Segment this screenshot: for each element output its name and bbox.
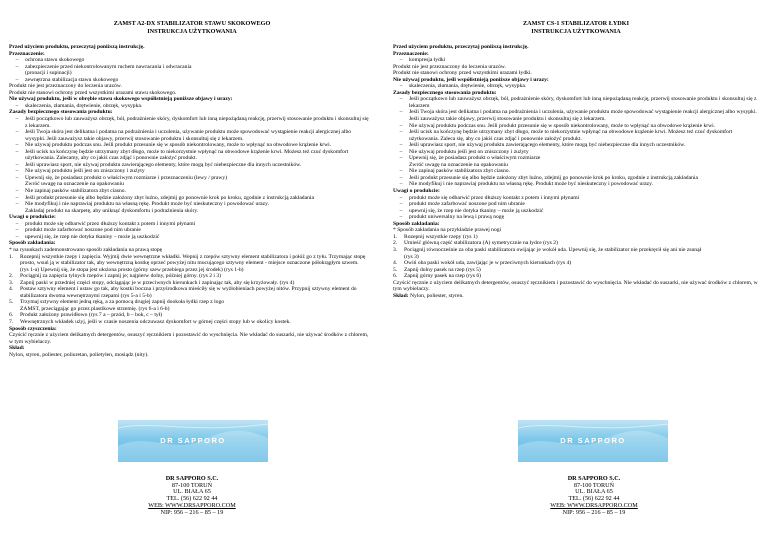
list-item: – Jeśli początkowo lub zauważysz obrzęk, ból, podrażnienie skóry, dyskomfort lub inną niepożądaną reakcję, przerwij stosowanie produktu i skonsultuj się z lekarzem. bbox=[15, 116, 369, 129]
note: Produkt nie jest przeznaczony do leczenia urazów. bbox=[9, 83, 122, 90]
note: Produkt nie stanowi ochrony przed wszystkimi urazami stawu skokowego. bbox=[9, 89, 177, 96]
safety-heading: Zasady bezpiecznego stosowania produktu: bbox=[9, 109, 113, 116]
list-item-continuation: Zwróć uwagę na oznaczenie na opakowaniu bbox=[409, 161, 508, 168]
note: Produkt nie stanowi ochrony przed wszystkimi urazami łydki. bbox=[393, 70, 532, 77]
list-item: – Jeśli Twoja skóra jest delikatna i podatna na podrażnienia i uczulenia, używanie produktu może spowodować wystąpienie reakcji alergicznej albo wysypki. Jeśli zauważysz takie objawy, przerwij stosowanie produktu i skonsultuj się z lekarzem. bbox=[15, 129, 352, 142]
cleaning-text: Czyścić ręcznie z użyciem delikatnych detergentów, osuszyć ręcznikiem i pozostawić do wyschnięcia. Nie wkładać do suszarki, nie używać środków z chlorem, w tym wybielaczy. bbox=[393, 279, 758, 293]
step: 3. Zapnij paski w przedniej części stopy, odciągając je w przeciwnych kierunkach i zapinając tak, aby się krzyżowały. (rys 4) bbox=[9, 279, 295, 286]
logo-text: DR SAPPORO bbox=[560, 436, 626, 445]
company-street: UL. BIAŁA 65 bbox=[173, 488, 211, 496]
warning-heading: Nie używaj produktu, jeśli współistnieją poniższe objawy i urazy: bbox=[393, 76, 549, 83]
list-item: – skaleczenia, złamania, drętwienie, obrzęk, wysypka. bbox=[399, 83, 527, 90]
list-item: – produkt może się odbarwić przez dłuższy kontakt z potem i innymi płynami bbox=[399, 194, 580, 201]
list-item: – Upewnij się, że posiadasz produkt o właściwym rozmiarze i przeznaczeniu (lewy / prawy) bbox=[15, 174, 228, 181]
cleaning-text: Czyścić ręcznie z użyciem delikatnych detergentów, osuszyć ręcznikiem i pozostawić do wyschnięcia. Nie wkładać do suszarki, nie używać środków z chlorem, w tym wybielaczy. bbox=[9, 332, 369, 345]
step-continuation: ZAMST, przeciągając go przez plastikowe strzemię. (rys 6-a i 6-b) bbox=[20, 305, 170, 312]
dr-sapporo-logo bbox=[518, 420, 668, 462]
composition-text: Nylon, poliester, styren. bbox=[409, 292, 464, 299]
step: 1. Rozepnij wszystkie rzepy i zapięcia. Wyjmij dwie wewnętrzne wkładki. Wepnij z rzepów sztywny element stabilizatora i połóż go z tyłu. Trzymając stopę prosto, wsuń ją w stabilizator tak, aby wewnętrzną kostkę oprzeć powyżej nitu mocującego sztywny element - miejsce oznaczone półokrągłym szwem. bbox=[9, 253, 366, 267]
note: Produkt nie jest przeznaczony do leczenia urazów. bbox=[393, 63, 506, 70]
step: 4. Owiń oba paski wokół uda, zawijając je w przeciwnych kierunkach (rys 4) bbox=[393, 260, 572, 267]
company-tel: TEL. (56) 622 92 44 bbox=[568, 495, 620, 503]
cleaning-heading: Sposób czyszczenia: bbox=[9, 325, 57, 332]
company-footer bbox=[102, 476, 282, 516]
right-title-block bbox=[384, 20, 768, 36]
left-title-block bbox=[0, 20, 384, 36]
list-item: – skaleczenia, złamania, drętwienie, obrzęk, wysypka. bbox=[15, 102, 143, 109]
left-title: ZAMST A2-DX STABILIZATOR STAWU SKOKOWEGO bbox=[113, 20, 271, 27]
warning-heading: Nie używaj produktu, jeśli w obrębie stawu skokowego współistnieją poniższe objawy i urazy: bbox=[9, 96, 233, 103]
list-item: – kompresja łydki bbox=[399, 57, 446, 64]
list-item: – Nie modyfikuj i nie naprawiaj produktu na własną rękę. Produkt może być nieskuteczny i powodować urazy. bbox=[399, 181, 653, 188]
list-item: – upewnij się, że rzep nie dotyka tkaniny – może ją uszkodzić bbox=[399, 207, 544, 214]
list-item-continuation: (pronacji i supinacji) bbox=[25, 70, 72, 77]
list-item: – Jeśli początkowo lub zauważysz obrzęk, ból, podrażnienie skóry, dyskomfort lub inną niepożądaną reakcję, przerwij stosowanie produktu i skonsultuj się z lekarzem bbox=[399, 96, 757, 109]
company-street: UL. BIAŁA 65 bbox=[575, 488, 613, 496]
list-item: – Jeśli uprawiasz sport, nie używaj produktu zawierającego elementy, które mogą być niebezpieczne dla innych uczestników. bbox=[15, 161, 302, 168]
composition-line bbox=[393, 293, 758, 300]
right-body bbox=[393, 44, 758, 299]
list-item: – Upewnij się, że posiadasz produkt o właściwym rozmiarze bbox=[399, 155, 541, 162]
company-postal: 87-100 TORUŃ bbox=[573, 481, 615, 489]
dr-sapporo-logo bbox=[118, 420, 268, 462]
list-item: – produkt może się odbarwić przez dłuższy kontakt z potem i innymi płynami bbox=[15, 220, 196, 227]
company-nip: NIP: 956 – 216 – 85 – 19 bbox=[160, 508, 224, 516]
purpose-heading: Przeznaczenie: bbox=[9, 50, 45, 57]
list-item-continuation: Zwróć uwagę na oznaczenie na opakowaniu bbox=[25, 181, 124, 188]
list-item: – Nie używaj produktu podczas snu. Jeśli produkt przesunie się w sposób niekontrolowany, może to wpłynąć na obwodowe krążenie krwi. bbox=[399, 122, 716, 129]
company-nip: NIP: 956 – 216 – 85 – 19 bbox=[562, 508, 626, 516]
list-item: – ochrona stawu skokowego bbox=[15, 57, 85, 64]
right-title: ZAMST CS-1 STABILIZATOR ŁYDKI bbox=[523, 20, 629, 27]
company-footer bbox=[504, 476, 684, 516]
list-item: – produkt uniwersalny na lewą i prawą nogę bbox=[399, 214, 505, 221]
company-tel: TEL. (56) 622 92 44 bbox=[166, 495, 218, 503]
method-heading: Sposób zakładania: bbox=[9, 240, 56, 247]
composition-heading: Skład: bbox=[9, 345, 25, 352]
attention-heading: Uwagi o produkcie: bbox=[393, 188, 440, 195]
list-item: – Jeśli Twoja skóra jest delikatna i podatna na podrażnienia i uczulenia, używanie produktu może spowodować wystąpienie reakcji alergicznej albo wysypki. Jeśli zauważysz takie objawy, przerwij stosowanie produktu i skonsultuj się z lekarzem. bbox=[399, 109, 757, 123]
list-item: – Nie używaj produktu podczas snu. Jeśli produkt przesunie się w sposób niekontrolowany, może to wpłynąć na obwodowe krążenie krwi. bbox=[15, 142, 332, 149]
left-body bbox=[9, 44, 369, 358]
list-item: – Nie zapinaj pasków stabilizatora zbyt ciasno. bbox=[15, 188, 126, 195]
list-item: – zewnętrzna stabilizacja stawu skokowego bbox=[15, 76, 119, 83]
list-item: – Nie modyfikuj i nie naprawiaj produktu na własną rękę. Produkt może być nieskuteczny i powodować urazy. bbox=[15, 201, 269, 208]
list-item: – upewnij się, że rzep nie dotyka tkaniny – może ją uszkodzić bbox=[15, 233, 160, 240]
step-continuation: (rys 1-a) Upewnij się, że stopa jest ułożona prosto (górny szew przebiega przez jej środek) (rys 1-b) bbox=[20, 266, 244, 273]
company-name: DR SAPPORO S.C. bbox=[165, 475, 219, 482]
step: 2. Umieść główną część stabilizatora (A) symetrycznie na łydce (rys 2) bbox=[393, 240, 558, 247]
list-item: – Nie używaj produktu jeśli jest on zniszczony i zużyty bbox=[15, 168, 145, 175]
intro: Przed użyciem produktu, przeczytaj poniższą instrukcję. bbox=[393, 44, 529, 50]
company-web-link[interactable]: WEB: WWW.DRSAPPORO.COM bbox=[148, 501, 236, 509]
list-item: – zabezpieczenie przed niekontrolowanym ruchem nawracania i odwracania bbox=[15, 63, 192, 70]
list-item: – Jeśli produkt przesunie się albo będzie założony zbyt luźno, zdejmij go ponownie krok po kroku, zgodnie z instrukcją zakładania bbox=[399, 174, 698, 181]
step: 2. Pociągnij za zapięcia tylnych rzepów i zapnij je; najpierw dolny, później górny. (rys 2 i 3) bbox=[9, 273, 222, 280]
purpose-heading: Przeznaczenie: bbox=[393, 50, 429, 57]
logo-text: DR SAPPORO bbox=[160, 436, 226, 445]
step: 1. Rozepnij wszystkie rzepy (rys 1) bbox=[393, 233, 478, 240]
company-name: DR SAPPORO S.C. bbox=[567, 475, 621, 482]
list-item: – produkt może zafarbować noszone pod nim ubranie bbox=[15, 227, 141, 234]
composition-text: Nylon, styren, poliester, poliuretan, polietylen, mosiądz (nity). bbox=[9, 351, 149, 358]
step-continuation: (rys 3) bbox=[404, 253, 419, 260]
method-intro: * Sposób zakładania na przykładzie prawej nogi bbox=[393, 227, 502, 234]
step: 7. Wewnętrznych wkładek użyj, jeśli w czasie noszenia odczuwasz dyskomfort w górnej części stopy lub w okolicy kostek. bbox=[9, 318, 291, 325]
composition-heading: Skład: bbox=[393, 292, 409, 299]
list-item: – Nie zapinaj pasków stabilizatora zbyt ciasno. bbox=[399, 168, 510, 175]
list-item: – Jeśli ucisk na kończynę będzie utrzymany zbyt długo, może to niekorzystnie wpłynąć na obwodowe krążenie krwi. Możesz też czuć dyskomfort użytkowania. Zalecamy, aby co jakiś czas zdjąć i ponownie założyć produkt. bbox=[15, 148, 349, 162]
method-intro: * na rysunkach zademonstrowano sposób zakładania na prawą stopę bbox=[9, 246, 163, 253]
company-postal: 87-100 TORUŃ bbox=[171, 481, 213, 489]
list-item: – Nie używaj produktu jeśli jest on zniszczony i zużyty bbox=[399, 148, 529, 155]
list-item: – Jeśli ucisk na kończynę będzie utrzymany zbyt długo, może to niekorzystnie wpłynąć na obwodowe krążenie krwi. Możesz też czuć dyskomfort użytkowania. Zaleca się, aby co jakiś czas zdjąć i ponownie założyć produkt. bbox=[399, 129, 733, 142]
intro: Przed użyciem produktu, przeczytaj poniższą instrukcję. bbox=[9, 44, 145, 50]
list-item: – Jeśli uprawiasz sport, nie używaj produktu zawierającego elementy, które mogą być niebezpieczne dla innych uczestników. bbox=[399, 142, 686, 149]
company-web-link[interactable]: WEB: WWW.DRSAPPORO.COM bbox=[550, 501, 638, 509]
left-subtitle: INSTRUKCJA UŻYTKOWANIA bbox=[147, 28, 237, 35]
right-subtitle: INSTRUKCJA UŻYTKOWANIA bbox=[531, 28, 621, 35]
step: 6. Zapnij górny pasek na rzep (rys 6) bbox=[393, 273, 482, 280]
step: 4. Postaw sztywny element i ustaw go tak, aby kostki boczna i przyśrodkowa mieściły się w wyżłobieniach powyżej nitów. Przypnij sztywny element do stabilizatora dwoma wewnętrznymi rzepami (rys 5-a i 5-b) bbox=[9, 286, 357, 299]
list-item: – Jeśli produkt przesunie się albo będzie założony zbyt luźno, zdejmij go ponownie krok po kroku, zgodnie z instrukcją zakładania bbox=[15, 194, 314, 201]
safety-heading: Zasady bezpiecznego stosowania produktu: bbox=[393, 89, 497, 96]
list-item: – produkt może zafarbować noszone pod nim ubranie bbox=[399, 201, 525, 208]
step: 5. Trzymaj sztywny element jedną ręką, a za pomocą drugiej zapnij dookoła łydki rzep z logo bbox=[9, 299, 225, 306]
step: 5. Zapnij dolny pasek na rzep (rys 5) bbox=[393, 266, 481, 273]
attention-heading: Uwagi o produkcie: bbox=[9, 214, 56, 221]
list-item-continuation: Zakładaj produkt na skarpetę, aby uniknąć dyskomfortu i podrażnienia skóry. bbox=[25, 207, 199, 214]
method-heading: Sposób zakładania: bbox=[393, 220, 440, 227]
step: 6. Produkt założony prawidłowo (rys 7 a – przód, b – bok, c – tył) bbox=[9, 312, 163, 319]
step: 3. Pociągnij równocześnie za oba paski stabilizatora owijając je wokół uda. Upewnij się, że stabilizator nie przekręcił się ani nie zsunął bbox=[393, 246, 702, 253]
